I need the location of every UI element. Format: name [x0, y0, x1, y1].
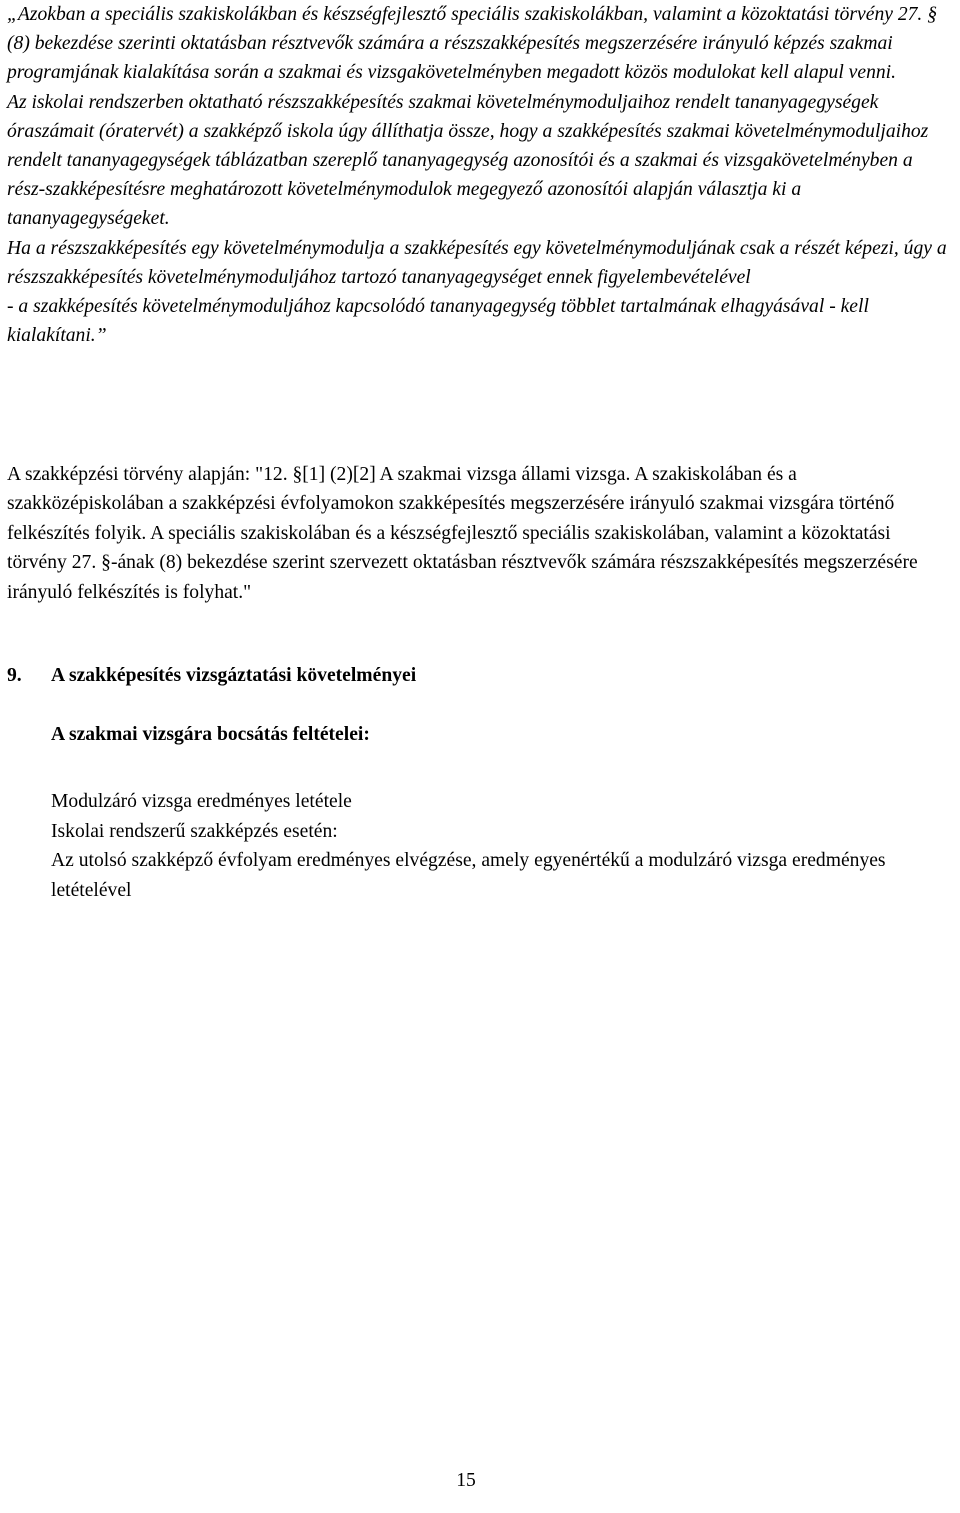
exam-conditions [51, 787, 931, 905]
page-number: 15 [456, 1470, 476, 1491]
quoted-regulation-block [7, 0, 952, 350]
section-subtitle: A szakmai vizsgára bocsátás feltételei: [51, 724, 370, 745]
quoted-paragraph-4: - a szakképesítés követelménymoduljához kapcsolódó tananyagegység többlet tartalmának elhagyásával - kell kialakítani.” [7, 296, 869, 347]
section-title: A szakképesítés vizsgáztatási követelményei [51, 665, 417, 686]
law-citation-paragraph: A szakképzési törvény alapján: "12. §[1] (2)[2] A szakmai vizsga állami vizsga. A szakiskolában és a szakközépiskolában a szakképzési évfolyamokon szakképesítés megszerzésére irányuló szakmai vizsgára történő felkészítés folyik. A speciális szakiskolában és a készségfejlesztő speciális szakiskolában, valamint a közoktatási törvény 27. §-ának (8) bekezdése szerint szervezett oktatásban résztvevők számára részszakképesítés megszerzésére irányuló felkészítés is folyhat." [7, 464, 918, 603]
condition-line-1: Modulzáró vizsga eredményes letétele [51, 791, 352, 812]
condition-line-2: Iskolai rendszerű szakképzés esetén: [51, 820, 338, 842]
condition-line-3: Az utolsó szakképző évfolyam eredményes elvégzése, amely egyenértékű a modulzáró vizsga eredményes letételével [51, 850, 886, 901]
section-number: 9. [7, 665, 22, 686]
quoted-paragraph-3: Ha a részszakképesítés egy követelménymodulja a szakképesítés egy követelménymoduljának csak a részét képezi, úgy a részszakképesítés követelménymoduljához tartozó tananyagegységet ennek figyelembevételével [7, 237, 947, 288]
section-heading [7, 661, 416, 690]
quoted-paragraph-2: Az iskolai rendszerben oktatható részszakképesítés szakmai követelménymoduljaihoz rendelt tananyagegységek óraszámait (óratervét) a szakképző iskola úgy állíthatja össze, hogy a szakképesítés szakmai követelménymoduljaihoz rendelt tananyagegységek táblázatban szereplő tananyagegység azonosítói és a szakmai és vizsgakövetelményben a rész-szakképesítésre meghatározott követelménymodulok megegyező azonosítói alapján választja ki a tananyagegységeket. [7, 91, 929, 230]
quoted-paragraph-1: „Azokban a speciális szakiskolákban és készségfejlesztő speciális szakiskolákban, valamint a közoktatási törvény 27. § (8) bekezdése szerinti oktatásban résztvevők számára a részszakképesítés megszerzésére irányuló képzés szakmai programjának kialakítása során a szakmai és vizsgakövetelményben megadott közös modulokat kell alapul venni. [7, 4, 938, 84]
